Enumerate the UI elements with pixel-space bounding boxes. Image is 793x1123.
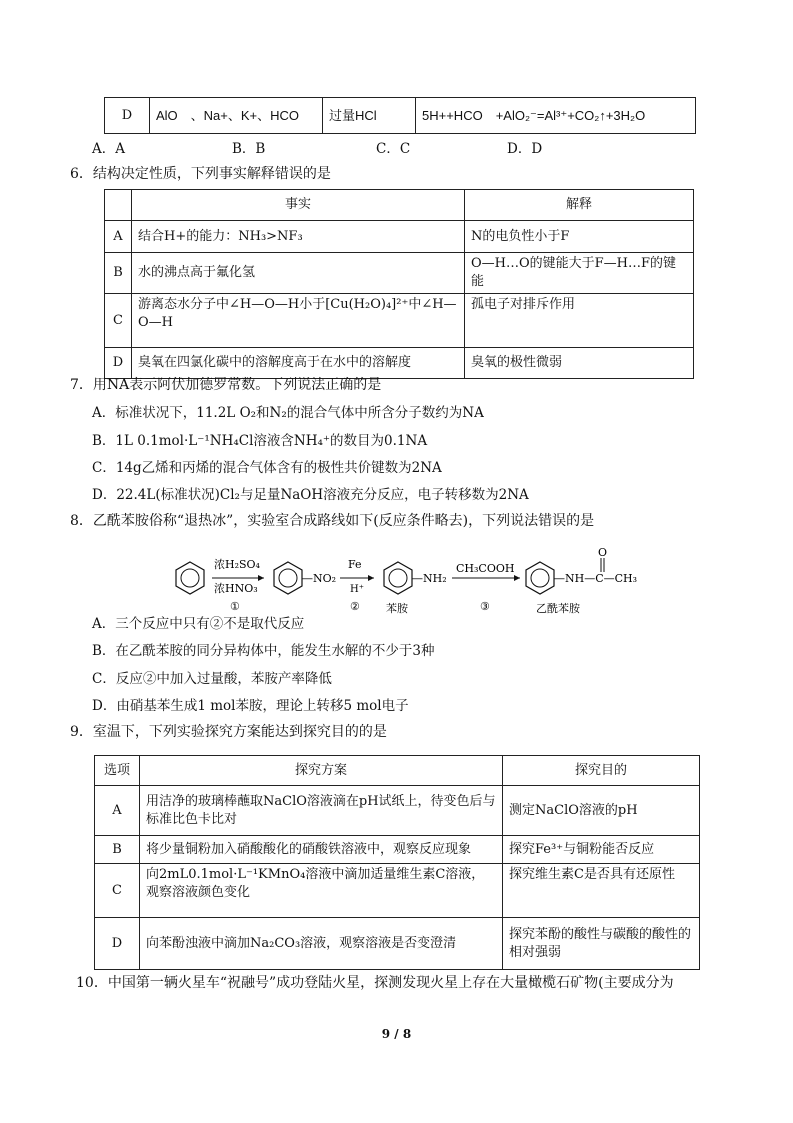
reagent1-bottom: 浓HNO₃ (214, 582, 258, 595)
q6-row-explain: N的电负性小于F (465, 221, 694, 253)
q8-option-d[interactable]: D．由硝基苯生成1 mol苯胺，理论上转移5 mol电子 (92, 698, 409, 714)
page-number: 9 / 8 (381, 1027, 412, 1041)
q7-option-b[interactable]: B．1L 0.1mol·L⁻¹NH₄Cl溶液含NH₄⁺的数目为0.1NA (92, 433, 428, 449)
q8-option-a[interactable]: A．三个反应中只有②不是取代反应 (92, 616, 305, 632)
q9-row-label: B (95, 836, 140, 864)
benzene-ring (526, 562, 554, 594)
benzene-ring (384, 562, 412, 594)
q5-options (92, 137, 692, 155)
q9-row-label: A (95, 786, 140, 836)
q9-row-goal: 探究苯酚的酸性与碳酸的酸性的相对强弱 (503, 918, 700, 970)
q6-header-explain: 解释 (465, 190, 694, 221)
q5-option-d[interactable]: D．D (507, 141, 543, 157)
q8-option-c[interactable]: C．反应②中加入过量酸，苯胺产率降低 (92, 671, 332, 687)
reagent3-top: CH₃COOH (456, 562, 515, 575)
q5-table (104, 97, 696, 134)
q6-row-label: C (105, 294, 132, 348)
q9-row-goal: 探究维生素C是否具有还原性 (503, 864, 700, 918)
q5-row-reagent: 过量HCl (323, 98, 416, 134)
q5-option-a[interactable]: A．A (92, 141, 125, 157)
q6-row-explain: O—H…O的键能大于F—H…F的键能 (465, 253, 694, 294)
q7-option-a[interactable]: A．标准状况下，11.2L O₂和N₂的混合气体中所含分子数约为NA (92, 405, 484, 421)
step3-label: ③ (480, 600, 490, 613)
q9-row-plan: 将少量铜粉加入硝酸酸化的硝酸铁溶液中，观察反应现象 (140, 836, 503, 864)
q6-row-fact: 游离态水分子中∠H—O—H小于[Cu(H₂O)₄]²⁺中∠H—O—H (132, 294, 465, 348)
q9-stem: 9．室温下，下列实验探究方案能达到探究目的的是 (70, 724, 387, 740)
q6-row-fact: 水的沸点高于氟化氢 (132, 253, 465, 294)
q5-option-c[interactable]: C．C (376, 141, 411, 157)
q5-row-equation: 5H++HCO +AlO₂⁻=Al³⁺+CO₂↑+3H₂O (416, 98, 696, 134)
q6-table (104, 189, 694, 379)
reagent2-top: Fe (348, 558, 362, 571)
q6-row-explain: 臭氧的极性微弱 (465, 348, 694, 379)
q6-header-fact: 事实 (132, 190, 465, 221)
amide-group: —NH—C—CH₃ (554, 572, 638, 585)
q9-row-plan: 向2mL0.1mol·L⁻¹KMnO₄溶液中滴加适量维生素C溶液，观察溶液颜色变化 (140, 864, 503, 918)
q6-header-blank (105, 190, 132, 221)
q10-stem: 10．中国第一辆火星车“祝融号”成功登陆火星，探测发现火星上存在大量橄榄石矿物(主要成分为 (76, 975, 674, 991)
q6-row-explain: 孤电子对排斥作用 (465, 294, 694, 348)
step1-label: ① (230, 600, 240, 613)
nitro-group: —NO₂ (302, 572, 337, 585)
q8-option-b[interactable]: B．在乙酰苯胺的同分异构体中，能发生水解的不少于3种 (92, 643, 435, 659)
q9-row-goal: 探究Fe³⁺与铜粉能否反应 (503, 836, 700, 864)
q9-header-option: 选项 (95, 756, 140, 786)
q9-header-goal: 探究目的 (503, 756, 700, 786)
q7-stem: 7．用NA表示阿伏加德罗常数。下列说法正确的是 (70, 377, 382, 393)
q8-synthesis-scheme (160, 542, 650, 620)
q9-row-plan: 向苯酚浊液中滴加Na₂CO₃溶液，观察溶液是否变澄清 (140, 918, 503, 970)
q6-row-label: A (105, 221, 132, 253)
q6-row-fact: 结合H+的能力：NH₃>NF₃ (132, 221, 465, 253)
q6-row-fact: 臭氧在四氯化碳中的溶解度高于在水中的溶解度 (132, 348, 465, 379)
q7-option-c[interactable]: C．14g乙烯和丙烯的混合气体含有的极性共价键数为2NA (92, 460, 442, 476)
q6-row-label: B (105, 253, 132, 294)
q5-option-b[interactable]: B．B (232, 141, 266, 157)
benzene-ring (176, 562, 204, 594)
q6-row-label: D (105, 348, 132, 379)
q9-row-plan: 用洁净的玻璃棒蘸取NaClO溶液滴在pH试纸上，待变色后与标准比色卡比对 (140, 786, 503, 836)
q9-row-label: C (95, 864, 140, 918)
amino-group: —NH₂ (412, 572, 447, 585)
benzene-ring (274, 562, 302, 594)
q6-stem: 6．结构决定性质，下列事实解释错误的是 (70, 166, 331, 182)
carbonyl-oxygen: O (598, 546, 608, 559)
q9-table (94, 755, 700, 970)
q9-header-plan: 探究方案 (140, 756, 503, 786)
reagent1-top: 浓H₂SO₄ (214, 558, 260, 571)
q5-row-ions: AlO 、Na+、K+、HCO (150, 98, 323, 134)
q5-row-label: D (105, 98, 150, 134)
reagent2-bottom: H⁺ (350, 584, 364, 595)
aniline-name: 苯胺 (386, 602, 408, 615)
q9-row-goal: 测定NaClO溶液的pH (503, 786, 700, 836)
acetanilide-name: 乙酰苯胺 (536, 602, 580, 615)
q7-option-d[interactable]: D．22.4L(标准状况)Cl₂与足量NaOH溶液充分反应，电子转移数为2NA (92, 487, 529, 503)
q9-row-label: D (95, 918, 140, 970)
step2-label: ② (350, 600, 360, 613)
q8-stem: 8．乙酰苯胺俗称“退热冰”，实验室合成路线如下(反应条件略去)，下列说法错误的是 (70, 513, 595, 529)
